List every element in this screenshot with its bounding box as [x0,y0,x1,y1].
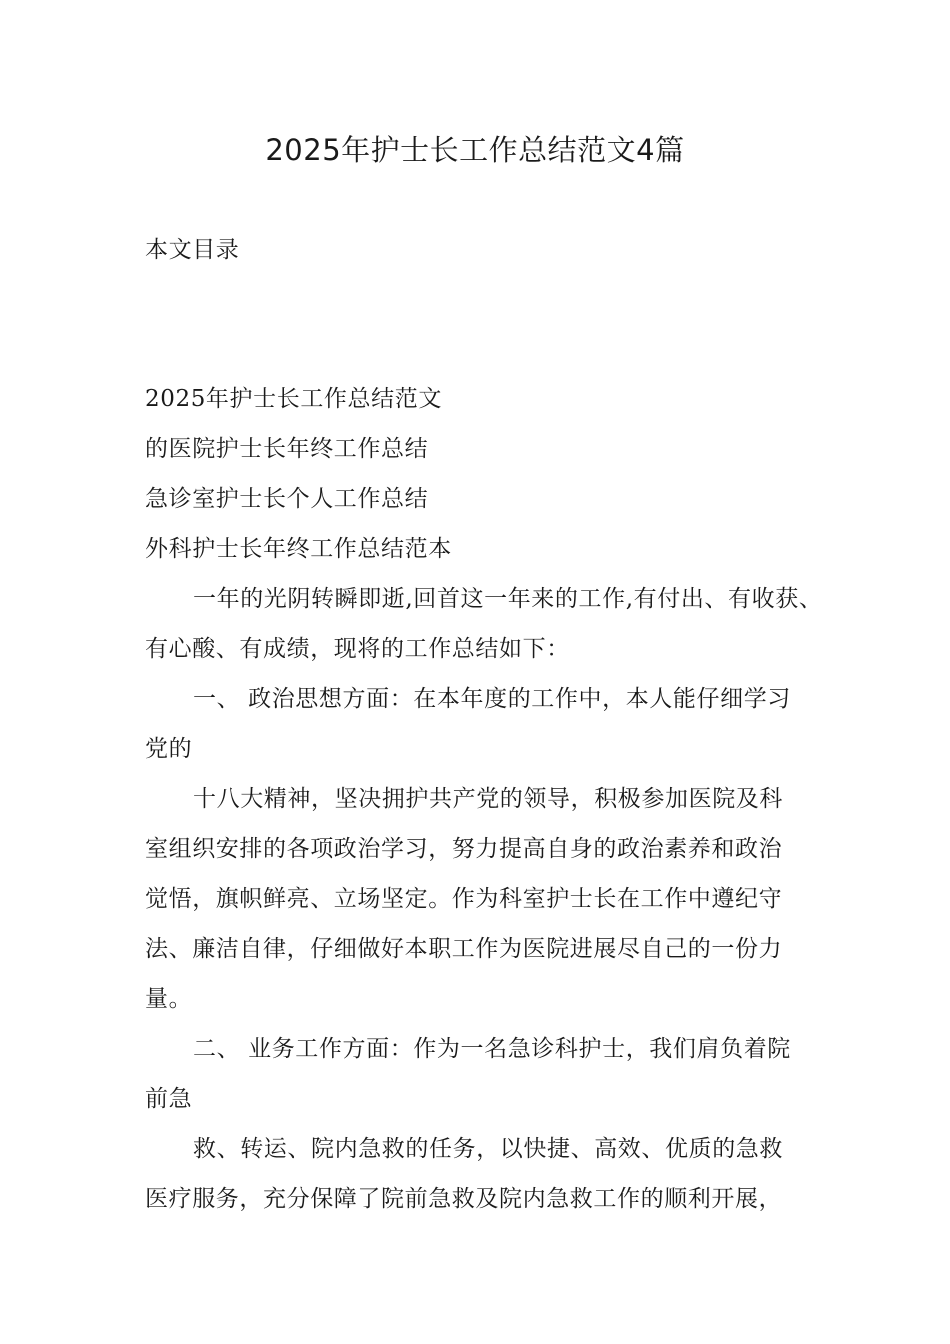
body-line: 觉悟，旗帜鲜亮、立场坚定。作为科室护士长在工作中遵纪守 [145,886,783,912]
body-line: 室组织安排的各项政治学习，努力提高自身的政治素养和政治 [145,836,783,862]
body-line: 党的 [145,736,193,762]
toc-item: 外科护士长年终工作总结范本 [145,536,452,562]
body-line: 法、廉洁自律，仔细做好本职工作为医院进展尽自己的一份力 [145,936,783,962]
body-line: 一年的光阴转瞬即逝,回首这一年来的工作,有付出、有收获、 [193,586,823,612]
body-line: 一、 政治思想方面：在本年度的工作中，本人能仔细学习 [193,686,791,712]
body-line: 救、转运、院内急救的任务，以快捷、高效、优质的急救 [193,1136,783,1162]
body-line: 十八大精神，坚决拥护共产党的领导，积极参加医院及科 [193,786,783,812]
body-line: 有心酸、有成绩，现将的工作总结如下： [145,636,570,662]
toc-item: 的医院护士长年终工作总结 [145,436,429,462]
toc-item: 2025年护士长工作总结范文 [145,386,442,412]
document-title: 2025年护士长工作总结范文4篇 [265,133,685,167]
toc-heading: 本文目录 [145,237,240,263]
body-line: 二、 业务工作方面：作为一名急诊科护士，我们肩负着院 [193,1036,791,1062]
toc-item: 急诊室护士长个人工作总结 [145,486,429,512]
body-line: 医疗服务，充分保障了院前急救及院内急救工作的顺利开展， [145,1186,783,1212]
body-line: 量。 [145,986,193,1012]
body-line: 前急 [145,1086,193,1112]
